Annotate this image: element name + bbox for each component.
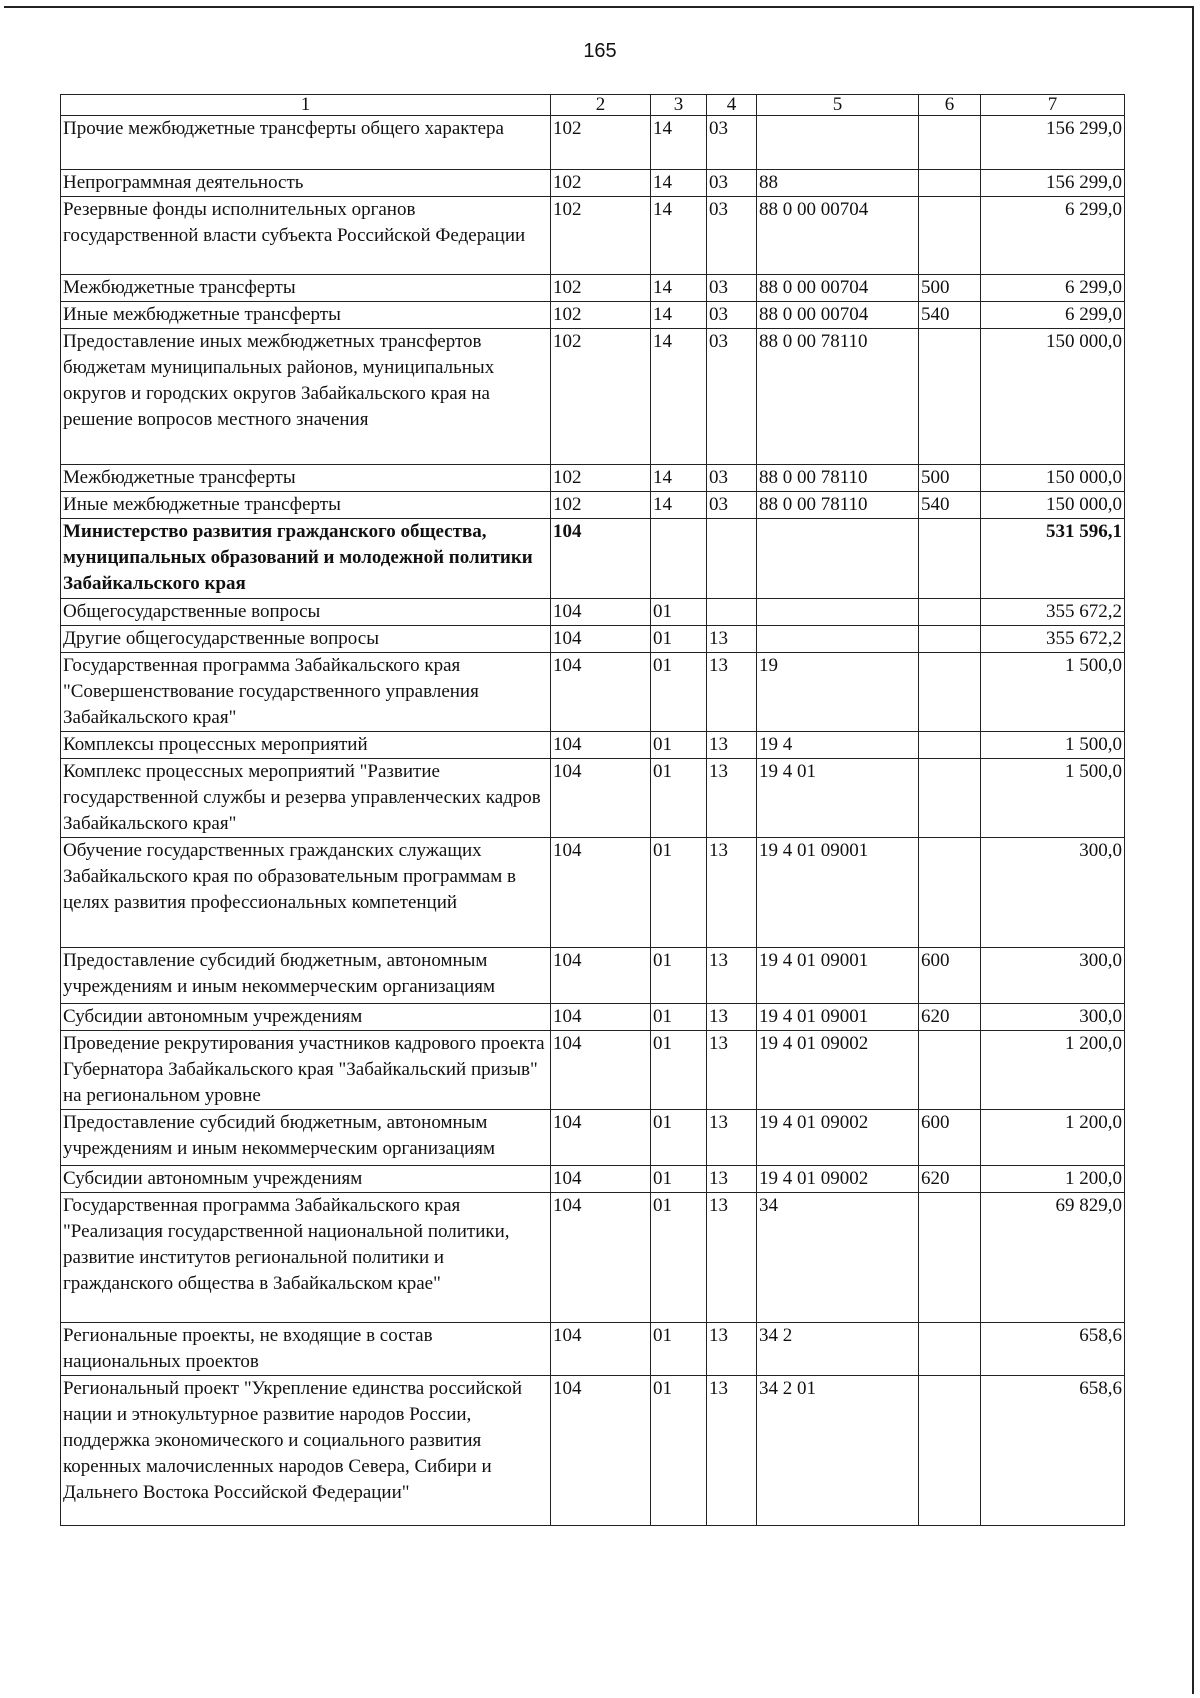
subsection-code-cell: 13 xyxy=(707,948,757,1004)
table-row xyxy=(61,1110,1125,1166)
expense-type-cell: 540 xyxy=(919,492,981,519)
amount-cell: 150 000,0 xyxy=(981,465,1125,492)
table-row xyxy=(61,759,1125,838)
chapter-code-cell: 01 xyxy=(651,1323,707,1376)
section-code-cell: 104 xyxy=(551,626,651,653)
header-cell: 6 xyxy=(919,95,981,116)
table-row xyxy=(61,275,1125,302)
table-row xyxy=(61,329,1125,465)
amount-cell: 156 299,0 xyxy=(981,170,1125,197)
amount-cell: 6 299,0 xyxy=(981,302,1125,329)
amount-cell: 1 200,0 xyxy=(981,1110,1125,1166)
expense-type-cell xyxy=(919,1323,981,1376)
expense-type-cell: 620 xyxy=(919,1166,981,1193)
row-name-cell: Субсидии автономным учреждениям xyxy=(61,1166,551,1193)
target-article-cell xyxy=(757,519,919,599)
expense-type-cell xyxy=(919,626,981,653)
row-name-cell: Государственная программа Забайкальского края "Реализация государственной национальной политики, развитие институтов региональной политики и гражданского общества в Забайкальском крае" xyxy=(61,1193,551,1323)
chapter-code-cell: 01 xyxy=(651,838,707,948)
chapter-code-cell: 01 xyxy=(651,599,707,626)
table-row xyxy=(61,653,1125,732)
section-code-cell: 104 xyxy=(551,599,651,626)
target-article-cell: 34 2 xyxy=(757,1323,919,1376)
row-name-cell: Предоставление субсидий бюджетным, автономным учреждениям и иным некоммерческим организациям xyxy=(61,1110,551,1166)
subsection-code-cell xyxy=(707,519,757,599)
subsection-code-cell: 03 xyxy=(707,302,757,329)
amount-cell: 1 500,0 xyxy=(981,732,1125,759)
table-row xyxy=(61,1166,1125,1193)
chapter-code-cell: 14 xyxy=(651,329,707,465)
chapter-code-cell: 01 xyxy=(651,1376,707,1526)
expense-type-cell xyxy=(919,329,981,465)
chapter-code-cell: 01 xyxy=(651,1004,707,1031)
table-row xyxy=(61,492,1125,519)
chapter-code-cell: 14 xyxy=(651,275,707,302)
table-row xyxy=(61,1376,1125,1526)
target-article-cell: 19 4 01 09001 xyxy=(757,1004,919,1031)
chapter-code-cell: 01 xyxy=(651,626,707,653)
section-code-cell: 104 xyxy=(551,1323,651,1376)
row-name-cell: Проведение рекрутирования участников кадрового проекта Губернатора Забайкальского края "Забайкальский призыв" на региональном уровне xyxy=(61,1031,551,1110)
row-name-cell: Непрограммная деятельность xyxy=(61,170,551,197)
table-row xyxy=(61,732,1125,759)
expense-type-cell xyxy=(919,1376,981,1526)
subsection-code-cell: 13 xyxy=(707,626,757,653)
table-row xyxy=(61,197,1125,275)
table-row xyxy=(61,1031,1125,1110)
section-code-cell: 104 xyxy=(551,1166,651,1193)
row-name-cell: Обучение государственных гражданских служащих Забайкальского края по образовательным программам в целях развития профессиональных компетенций xyxy=(61,838,551,948)
table-row xyxy=(61,170,1125,197)
row-name-cell: Резервные фонды исполнительных органов государственной власти субъекта Российской Федерации xyxy=(61,197,551,275)
header-cell: 7 xyxy=(981,95,1125,116)
section-code-cell: 102 xyxy=(551,275,651,302)
target-article-cell: 88 xyxy=(757,170,919,197)
amount-cell: 531 596,1 xyxy=(981,519,1125,599)
row-name-cell: Иные межбюджетные трансферты xyxy=(61,492,551,519)
target-article-cell: 88 0 00 00704 xyxy=(757,302,919,329)
subsection-code-cell: 13 xyxy=(707,1323,757,1376)
expense-type-cell: 600 xyxy=(919,948,981,1004)
subsection-code-cell: 13 xyxy=(707,759,757,838)
amount-cell: 658,6 xyxy=(981,1376,1125,1526)
section-code-cell: 102 xyxy=(551,116,651,170)
row-name-cell: Другие общегосударственные вопросы xyxy=(61,626,551,653)
target-article-cell xyxy=(757,116,919,170)
chapter-code-cell: 01 xyxy=(651,1110,707,1166)
section-code-cell: 102 xyxy=(551,170,651,197)
subsection-code-cell: 03 xyxy=(707,465,757,492)
header-cell: 5 xyxy=(757,95,919,116)
target-article-cell: 19 4 01 09002 xyxy=(757,1110,919,1166)
chapter-code-cell: 14 xyxy=(651,116,707,170)
amount-cell: 156 299,0 xyxy=(981,116,1125,170)
target-article-cell: 88 0 00 78110 xyxy=(757,492,919,519)
row-name-cell: Комплекс процессных мероприятий "Развитие государственной службы и резерва управленческих кадров Забайкальского края" xyxy=(61,759,551,838)
expense-type-cell xyxy=(919,519,981,599)
row-name-cell: Предоставление субсидий бюджетным, автономным учреждениям и иным некоммерческим организациям xyxy=(61,948,551,1004)
subsection-code-cell: 13 xyxy=(707,653,757,732)
section-code-cell: 104 xyxy=(551,732,651,759)
section-code-cell: 102 xyxy=(551,492,651,519)
row-name-cell: Региональный проект "Укрепление единства российской нации и этнокультурное развитие народов России, поддержка экономического и социального развития коренных малочисленных народов Севера, Сибири и Дальнего Востока Российской Федерации" xyxy=(61,1376,551,1526)
table-row xyxy=(61,519,1125,599)
row-name-cell: Общегосударственные вопросы xyxy=(61,599,551,626)
table-row xyxy=(61,1004,1125,1031)
chapter-code-cell: 01 xyxy=(651,653,707,732)
amount-cell: 355 672,2 xyxy=(981,626,1125,653)
budget-table xyxy=(60,94,1125,1526)
target-article-cell xyxy=(757,626,919,653)
row-name-cell: Межбюджетные трансферты xyxy=(61,465,551,492)
chapter-code-cell: 01 xyxy=(651,732,707,759)
expense-type-cell xyxy=(919,197,981,275)
expense-type-cell: 540 xyxy=(919,302,981,329)
amount-cell: 150 000,0 xyxy=(981,329,1125,465)
subsection-code-cell: 13 xyxy=(707,1031,757,1110)
expense-type-cell: 500 xyxy=(919,465,981,492)
target-article-cell: 19 4 01 09001 xyxy=(757,838,919,948)
row-name-cell: Межбюджетные трансферты xyxy=(61,275,551,302)
section-code-cell: 102 xyxy=(551,302,651,329)
subsection-code-cell: 13 xyxy=(707,838,757,948)
section-code-cell: 104 xyxy=(551,1031,651,1110)
table-row xyxy=(61,465,1125,492)
subsection-code-cell: 03 xyxy=(707,197,757,275)
target-article-cell: 19 xyxy=(757,653,919,732)
chapter-code-cell: 14 xyxy=(651,170,707,197)
header-cell: 3 xyxy=(651,95,707,116)
page-number: 165 xyxy=(583,40,617,62)
target-article-cell: 88 0 00 78110 xyxy=(757,465,919,492)
section-code-cell: 104 xyxy=(551,653,651,732)
amount-cell: 658,6 xyxy=(981,1323,1125,1376)
amount-cell: 300,0 xyxy=(981,838,1125,948)
expense-type-cell: 600 xyxy=(919,1110,981,1166)
table-header-row xyxy=(61,95,1125,116)
chapter-code-cell: 01 xyxy=(651,1031,707,1110)
section-code-cell: 102 xyxy=(551,197,651,275)
section-code-cell: 104 xyxy=(551,948,651,1004)
section-code-cell: 104 xyxy=(551,519,651,599)
subsection-code-cell: 13 xyxy=(707,1376,757,1526)
amount-cell: 1 500,0 xyxy=(981,759,1125,838)
expense-type-cell xyxy=(919,732,981,759)
row-name-cell: Региональные проекты, не входящие в состав национальных проектов xyxy=(61,1323,551,1376)
expense-type-cell xyxy=(919,759,981,838)
expense-type-cell xyxy=(919,170,981,197)
row-name-cell: Министерство развития гражданского общества, муниципальных образований и молодежной политики Забайкальского края xyxy=(61,519,551,599)
table-row xyxy=(61,599,1125,626)
chapter-code-cell: 01 xyxy=(651,759,707,838)
subsection-code-cell: 13 xyxy=(707,1193,757,1323)
section-code-cell: 104 xyxy=(551,1110,651,1166)
expense-type-cell xyxy=(919,599,981,626)
chapter-code-cell xyxy=(651,519,707,599)
expense-type-cell: 500 xyxy=(919,275,981,302)
target-article-cell: 19 4 01 09002 xyxy=(757,1166,919,1193)
target-article-cell: 88 0 00 78110 xyxy=(757,329,919,465)
subsection-code-cell: 13 xyxy=(707,1110,757,1166)
row-name-cell: Прочие межбюджетные трансферты общего характера xyxy=(61,116,551,170)
expense-type-cell xyxy=(919,116,981,170)
subsection-code-cell: 03 xyxy=(707,329,757,465)
chapter-code-cell: 14 xyxy=(651,302,707,329)
target-article-cell: 19 4 xyxy=(757,732,919,759)
target-article-cell: 88 0 00 00704 xyxy=(757,197,919,275)
amount-cell: 1 500,0 xyxy=(981,653,1125,732)
table-row xyxy=(61,838,1125,948)
expense-type-cell: 620 xyxy=(919,1004,981,1031)
expense-type-cell xyxy=(919,653,981,732)
chapter-code-cell: 01 xyxy=(651,948,707,1004)
row-name-cell: Комплексы процессных мероприятий xyxy=(61,732,551,759)
header-cell: 4 xyxy=(707,95,757,116)
row-name-cell: Государственная программа Забайкальского края "Совершенствование государственного управления Забайкальского края" xyxy=(61,653,551,732)
header-cell: 1 xyxy=(61,95,551,116)
row-name-cell: Субсидии автономным учреждениям xyxy=(61,1004,551,1031)
amount-cell: 150 000,0 xyxy=(981,492,1125,519)
row-name-cell: Иные межбюджетные трансферты xyxy=(61,302,551,329)
table-row xyxy=(61,1193,1125,1323)
amount-cell: 1 200,0 xyxy=(981,1031,1125,1110)
section-code-cell: 104 xyxy=(551,759,651,838)
section-code-cell: 104 xyxy=(551,838,651,948)
table-row xyxy=(61,1323,1125,1376)
amount-cell: 300,0 xyxy=(981,948,1125,1004)
target-article-cell: 19 4 01 09002 xyxy=(757,1031,919,1110)
subsection-code-cell: 03 xyxy=(707,492,757,519)
amount-cell: 6 299,0 xyxy=(981,275,1125,302)
subsection-code-cell: 03 xyxy=(707,275,757,302)
expense-type-cell xyxy=(919,1031,981,1110)
subsection-code-cell: 13 xyxy=(707,732,757,759)
expense-type-cell xyxy=(919,838,981,948)
subsection-code-cell: 03 xyxy=(707,170,757,197)
subsection-code-cell: 13 xyxy=(707,1166,757,1193)
target-article-cell: 19 4 01 09001 xyxy=(757,948,919,1004)
target-article-cell xyxy=(757,599,919,626)
chapter-code-cell: 01 xyxy=(651,1166,707,1193)
chapter-code-cell: 14 xyxy=(651,492,707,519)
row-name-cell: Предоставление иных межбюджетных трансфертов бюджетам муниципальных районов, муниципальных округов и городских округов Забайкальского края на решение вопросов местного значения xyxy=(61,329,551,465)
table-row xyxy=(61,116,1125,170)
amount-cell: 1 200,0 xyxy=(981,1166,1125,1193)
chapter-code-cell: 14 xyxy=(651,465,707,492)
chapter-code-cell: 14 xyxy=(651,197,707,275)
amount-cell: 300,0 xyxy=(981,1004,1125,1031)
subsection-code-cell xyxy=(707,599,757,626)
subsection-code-cell: 13 xyxy=(707,1004,757,1031)
table-row xyxy=(61,626,1125,653)
section-code-cell: 102 xyxy=(551,465,651,492)
target-article-cell: 34 2 01 xyxy=(757,1376,919,1526)
expense-type-cell xyxy=(919,1193,981,1323)
amount-cell: 6 299,0 xyxy=(981,197,1125,275)
chapter-code-cell: 01 xyxy=(651,1193,707,1323)
amount-cell: 355 672,2 xyxy=(981,599,1125,626)
table-row xyxy=(61,302,1125,329)
amount-cell: 69 829,0 xyxy=(981,1193,1125,1323)
section-code-cell: 104 xyxy=(551,1376,651,1526)
target-article-cell: 34 xyxy=(757,1193,919,1323)
target-article-cell: 88 0 00 00704 xyxy=(757,275,919,302)
header-cell: 2 xyxy=(551,95,651,116)
target-article-cell: 19 4 01 xyxy=(757,759,919,838)
section-code-cell: 104 xyxy=(551,1193,651,1323)
table-row xyxy=(61,948,1125,1004)
section-code-cell: 102 xyxy=(551,329,651,465)
section-code-cell: 104 xyxy=(551,1004,651,1031)
subsection-code-cell: 03 xyxy=(707,116,757,170)
